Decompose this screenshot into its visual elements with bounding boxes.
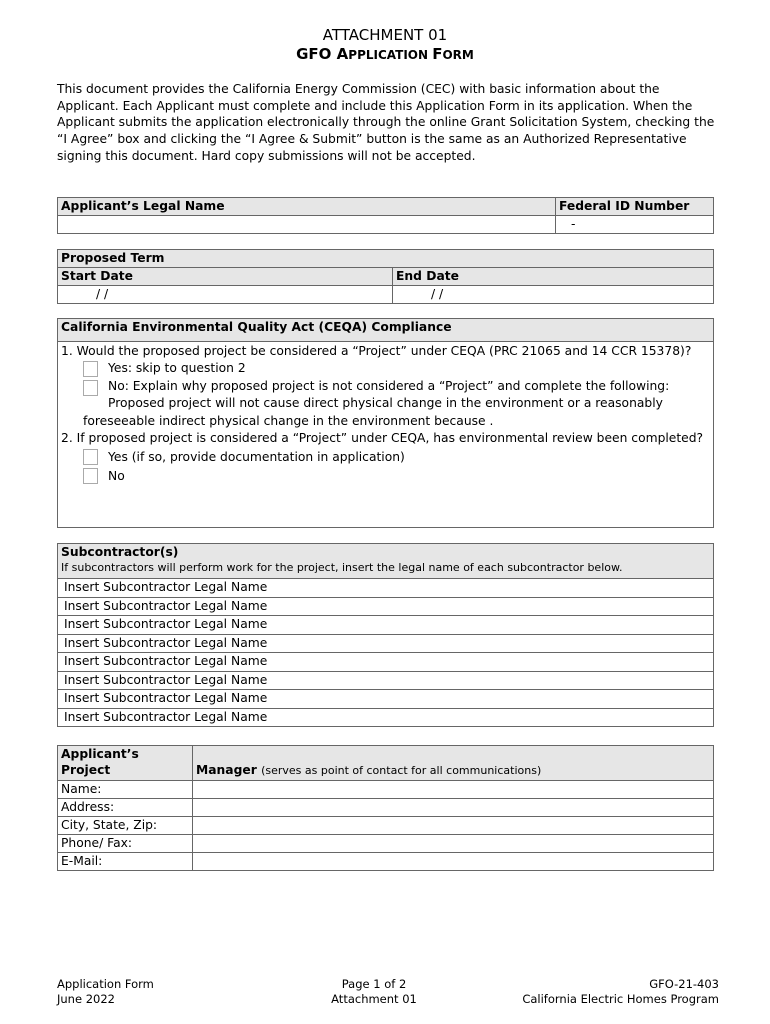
- end-date-label: End Date: [393, 268, 714, 286]
- attachment-heading: ATTACHMENT 01: [322, 26, 448, 44]
- q1-no-label: No: Explain why proposed project is not considered a “Project” and complete the following:: [108, 378, 670, 393]
- field-label-name: Name:: [58, 781, 193, 799]
- project-manager-table: [57, 745, 714, 871]
- q1-no-checkbox[interactable]: [83, 380, 98, 396]
- subcontractor-row[interactable]: Insert Subcontractor Legal Name: [58, 597, 714, 616]
- field-label-phone-fax: Phone/ Fax:: [58, 835, 193, 853]
- q2-no-checkbox[interactable]: [83, 468, 98, 484]
- subcontractors-instructions: If subcontractors will perform work for the project, insert the legal name of each subcontractor below.: [61, 561, 623, 574]
- field-label-email: E-Mail:: [58, 853, 193, 871]
- q2-yes-label: Yes (if so, provide documentation in application): [108, 449, 405, 464]
- subcontractor-row[interactable]: Insert Subcontractor Legal Name: [58, 579, 714, 598]
- legal-name-field[interactable]: [58, 216, 556, 234]
- field-label-city-state-zip: City, State, Zip:: [58, 817, 193, 835]
- q1-yes-checkbox[interactable]: [83, 361, 98, 377]
- end-date-field[interactable]: / /: [393, 286, 714, 304]
- q1-explanation[interactable]: Proposed project will not cause direct physical change in the environment or a reasonably foreseeable indirect physical change in the environment because .: [83, 396, 663, 428]
- footer-center: Page 1 of 2 Attachment 01: [331, 977, 417, 1006]
- manager-label-line3: Manager: [196, 763, 257, 777]
- city-state-zip-field[interactable]: [193, 817, 714, 835]
- legal-name-label: Applicant’s Legal Name: [58, 198, 556, 216]
- manager-label-line2: Project: [61, 763, 111, 777]
- form-title: GFO APPLICATION FORM: [296, 45, 474, 63]
- footer-left: Application Form June 2022: [57, 977, 154, 1006]
- subcontractor-row[interactable]: Insert Subcontractor Legal Name: [58, 708, 714, 727]
- q1-yes-label: Yes: skip to question 2: [108, 361, 246, 376]
- start-date-label: Start Date: [58, 268, 393, 286]
- manager-note: (serves as point of contact for all communications): [261, 764, 542, 777]
- ceqa-question-2: 2. If proposed project is considered a “Project” under CEQA, has environmental review been completed?: [61, 431, 704, 446]
- subcontractor-row[interactable]: Insert Subcontractor Legal Name: [58, 616, 714, 635]
- ceqa-title: California Environmental Quality Act (CEQA) Compliance: [58, 319, 714, 342]
- proposed-term-table: [57, 249, 714, 304]
- start-date-field[interactable]: / /: [58, 286, 393, 304]
- field-label-address: Address:: [58, 799, 193, 817]
- address-field[interactable]: [193, 799, 714, 817]
- manager-label-line1: Applicant’s: [61, 747, 139, 761]
- ceqa-question-1: 1. Would the proposed project be considered a “Project” under CEQA (PRC 21065 and 14 CCR 15378)?: [61, 343, 692, 358]
- subcontractors-title: Subcontractor(s): [61, 545, 179, 559]
- subcontractor-row[interactable]: Insert Subcontractor Legal Name: [58, 671, 714, 690]
- name-field[interactable]: [193, 781, 714, 799]
- subcontractor-row[interactable]: Insert Subcontractor Legal Name: [58, 653, 714, 672]
- intro-paragraph: This document provides the California Energy Commission (CEC) with basic information about the Applicant. Each Applicant must complete and include this Application Form in its application. When the Applicant submits the application electronically through the online Grant Solicitation System, checking the “I Agree” box and clicking the “I Agree & Submit” button is the same as an Authorized Representative signing this document. Hard copy submissions will not be accepted.: [57, 82, 715, 163]
- applicant-table: [57, 197, 714, 234]
- q2-yes-checkbox[interactable]: [83, 449, 98, 465]
- proposed-term-label: Proposed Term: [58, 250, 714, 268]
- ceqa-table: [57, 318, 714, 528]
- subcontractors-table: [57, 543, 714, 727]
- phone-fax-field[interactable]: [193, 835, 714, 853]
- federal-id-label: Federal ID Number: [556, 198, 714, 216]
- footer-right: GFO-21-403 California Electric Homes Program: [522, 977, 719, 1006]
- subcontractor-row[interactable]: Insert Subcontractor Legal Name: [58, 634, 714, 653]
- email-field[interactable]: [193, 853, 714, 871]
- federal-id-field[interactable]: -: [556, 216, 714, 234]
- subcontractor-row[interactable]: Insert Subcontractor Legal Name: [58, 690, 714, 709]
- q2-no-label: No: [108, 468, 125, 483]
